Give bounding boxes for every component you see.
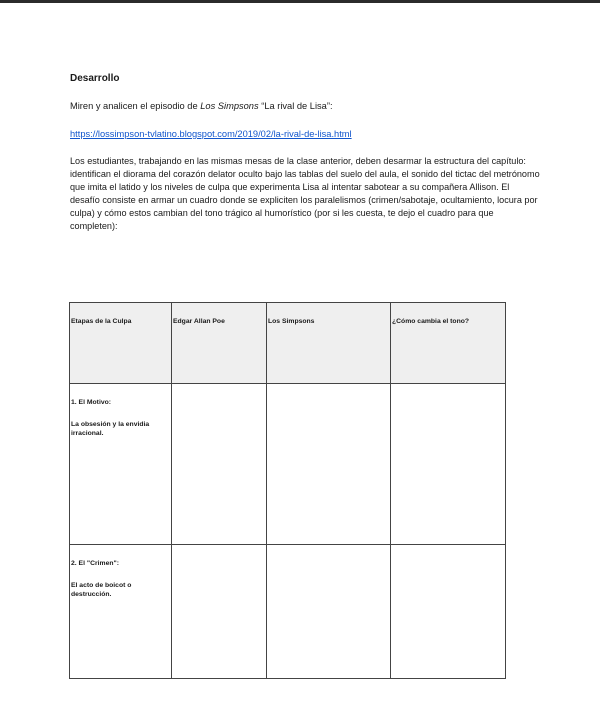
document-page	[0, 3, 600, 725]
stage-description: La obsesión y la envidia irracional.	[71, 421, 150, 437]
intro-show-title: Los Simpsons	[200, 101, 259, 111]
table-header-row	[70, 303, 506, 384]
tono-cell[interactable]	[391, 384, 506, 545]
episode-link[interactable]: https://lossimpson-tvlatino.blogspot.com/2019/02/la-rival-de-lisa.html	[70, 129, 352, 139]
poe-cell[interactable]	[172, 545, 267, 679]
culpa-table	[69, 302, 506, 679]
stage-cell	[70, 545, 172, 679]
header-simpsons: Los Simpsons	[267, 303, 391, 384]
header-poe: Edgar Allan Poe	[172, 303, 267, 384]
intro-text-before: Miren y analicen el episodio de	[70, 101, 201, 111]
intro-text-after: “La rival de Lisa”:	[258, 101, 333, 111]
table-row	[70, 545, 506, 679]
tono-cell[interactable]	[391, 545, 506, 679]
stage-title: 1. El Motivo:	[71, 399, 112, 406]
header-tono: ¿Cómo cambia el tono?	[391, 303, 506, 384]
table-row	[70, 384, 506, 545]
simpsons-cell[interactable]	[267, 384, 391, 545]
section-heading: Desarrollo	[70, 73, 120, 84]
simpsons-cell[interactable]	[267, 545, 391, 679]
poe-cell[interactable]	[172, 384, 267, 545]
instructions-paragraph: Los estudiantes, trabajando en las mismas mesas de la clase anterior, deben desarmar la estructura del capítulo: identifican el diorama del corazón delator oculto bajo las tablas del suelo del aula, el sonido del tictac del metrónomo que imita el latido y los niveles de culpa que experimenta Lisa al intentar sabotear a su compañera Allison. El desafío consiste en armar un cuadro donde se expliciten los paralelismos (crimen/sabotaje, ocultamiento, locura por culpa) y cómo estos cambian del tono trágico al humorístico (por si les cuesta, te dejo el cuadro para que completen):	[70, 156, 540, 232]
stage-cell	[70, 384, 172, 545]
intro-line	[70, 101, 540, 111]
stage-title: 2. El "Crimen":	[71, 560, 119, 567]
stage-description: El acto de boicot o destrucción.	[71, 582, 132, 598]
header-etapas: Etapas de la Culpa	[70, 303, 172, 384]
